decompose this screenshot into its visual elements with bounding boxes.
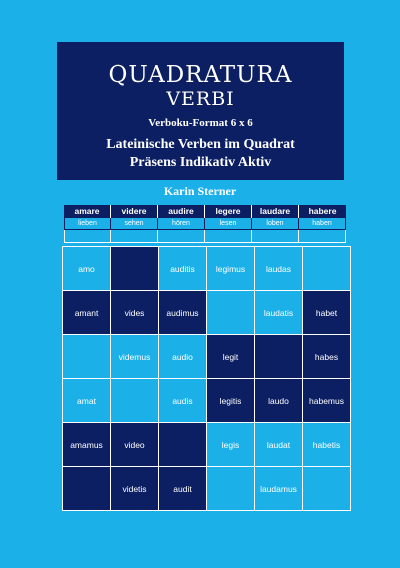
grid-row — [63, 467, 351, 511]
grid-cell: legimus — [207, 247, 255, 291]
grid-cell: audis — [159, 379, 207, 423]
spacer-cell — [205, 230, 252, 243]
header-table — [64, 205, 347, 243]
grid-cell: laudat — [255, 423, 303, 467]
grid-cell: vides — [111, 291, 159, 335]
grid-cell: amant — [63, 291, 111, 335]
grid-cell: laudo — [255, 379, 303, 423]
translation-cell: haben — [299, 218, 346, 230]
spacer-cell — [158, 230, 205, 243]
translation-row — [64, 218, 347, 230]
verb-header: audire — [158, 205, 205, 218]
translation-cell: hören — [158, 218, 205, 230]
grid-cell: auditis — [159, 247, 207, 291]
grid-cell: habetis — [303, 423, 351, 467]
grid-cell: laudas — [255, 247, 303, 291]
grid-cell: amat — [63, 379, 111, 423]
spacer-cell — [252, 230, 299, 243]
verboku-grid — [62, 246, 351, 511]
translation-cell: lesen — [205, 218, 252, 230]
grid-cell: legitis — [207, 379, 255, 423]
grid-cell: videtis — [111, 467, 159, 511]
grid-cell — [207, 467, 255, 511]
title-box — [57, 42, 344, 180]
book-subtitle: VERBI — [166, 88, 235, 110]
translation-cell: loben — [252, 218, 299, 230]
grid-row — [63, 335, 351, 379]
grid-cell: laudamus — [255, 467, 303, 511]
grid-cell — [63, 467, 111, 511]
grid-cell: amamus — [63, 423, 111, 467]
grid-row — [63, 291, 351, 335]
grid-cell — [303, 467, 351, 511]
translation-cell: lieben — [64, 218, 111, 230]
verb-header: amare — [64, 205, 111, 218]
grid-cell: audio — [159, 335, 207, 379]
grid-cell: habes — [303, 335, 351, 379]
grid-row — [63, 379, 351, 423]
grid-row — [63, 247, 351, 291]
verb-header-row — [64, 205, 347, 218]
author-name: Karin Sterner — [163, 184, 237, 198]
verb-header: legere — [205, 205, 252, 218]
grid-cell: audit — [159, 467, 207, 511]
grid-cell — [159, 423, 207, 467]
spacer-cell — [64, 230, 111, 243]
grid-cell: legis — [207, 423, 255, 467]
grid-cell: legit — [207, 335, 255, 379]
grid-cell — [207, 291, 255, 335]
grid-cell: video — [111, 423, 159, 467]
grid-row — [63, 423, 351, 467]
spacer-cell — [111, 230, 158, 243]
spacer-cell — [299, 230, 346, 243]
grid-cell — [255, 335, 303, 379]
grid-cell: amo — [63, 247, 111, 291]
grid-cell: laudatis — [255, 291, 303, 335]
spacer-row — [64, 230, 347, 243]
grid-cell — [63, 335, 111, 379]
grid-cell — [303, 247, 351, 291]
verb-header: laudare — [252, 205, 299, 218]
book-title: QUADRATURA — [108, 62, 293, 88]
grid-cell — [111, 379, 159, 423]
verb-header: videre — [111, 205, 158, 218]
grid-cell — [111, 247, 159, 291]
grid-cell: videmus — [111, 335, 159, 379]
description-line-2: Präsens Indikativ Aktiv — [129, 155, 272, 170]
format-label: Verboku-Format 6 x 6 — [148, 117, 253, 129]
grid-cell: habet — [303, 291, 351, 335]
grid-cell: audimus — [159, 291, 207, 335]
translation-cell: sehen — [111, 218, 158, 230]
grid-cell: habemus — [303, 379, 351, 423]
description-line-1: Lateinische Verben im Quadrat — [106, 137, 295, 152]
verb-header: habere — [299, 205, 346, 218]
